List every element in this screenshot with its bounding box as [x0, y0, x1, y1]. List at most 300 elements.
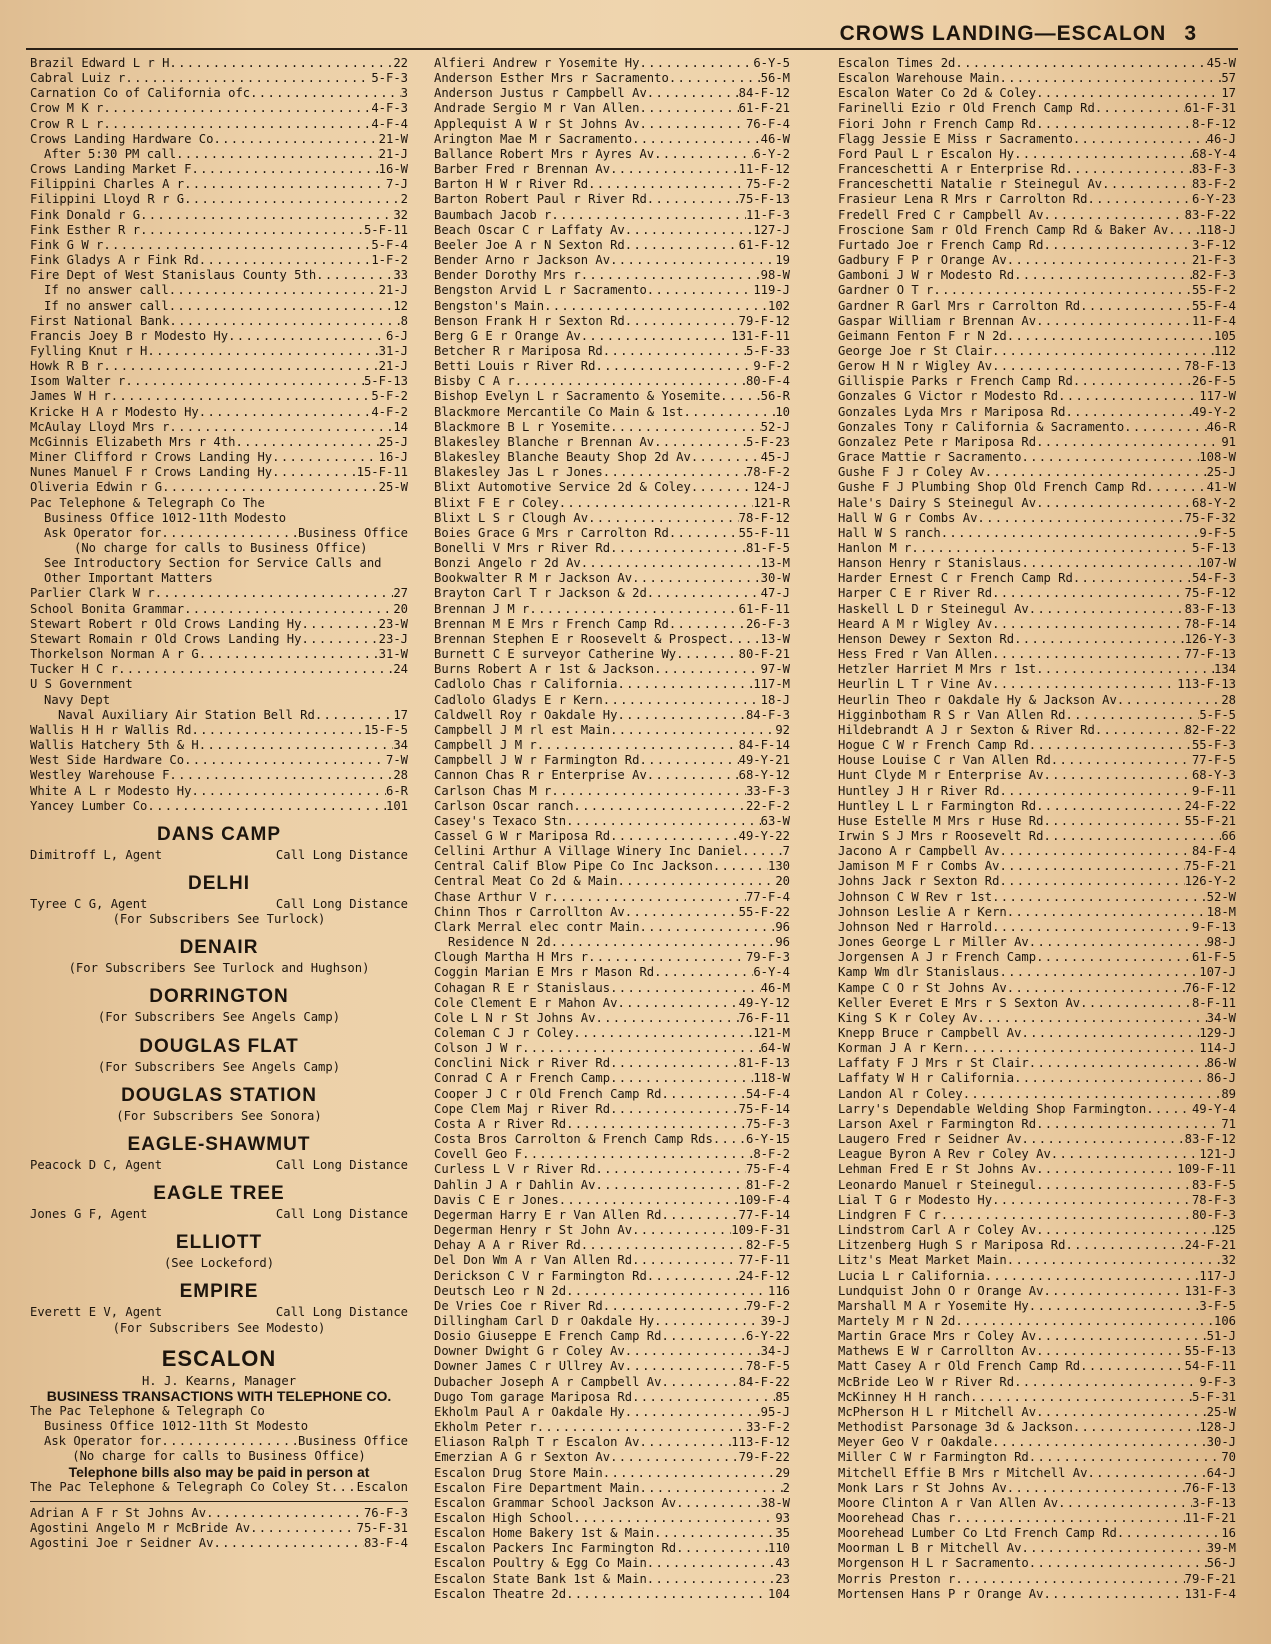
- town-agent: Jones G F, Agent: [30, 1207, 148, 1222]
- listing-number: 5-F-13: [363, 374, 408, 389]
- listing-number: 68-Y-2: [1191, 495, 1236, 510]
- listing-number: 64-J: [1206, 1465, 1236, 1480]
- listing-name: Huntley J H r River Rd: [838, 783, 1000, 798]
- listing-number: 5-F-3: [371, 71, 408, 86]
- listing-name: Cohagan R E r Stanislaus: [434, 980, 611, 995]
- listing-name: Blakesley Blanche r Brennan Av: [434, 434, 655, 449]
- listing-entry: [838, 632, 1236, 647]
- leader-dots: [1073, 132, 1207, 147]
- listing-name: Frasieur Lena R Mrs r Carrolton Rd: [838, 192, 1088, 207]
- listing-name: Carlson Oscar ranch: [434, 798, 574, 813]
- listing-number: 55-F-22: [738, 904, 790, 919]
- listing-name: Lundquist John O r Orange Av: [838, 1283, 1044, 1298]
- listing-name: Bookwalter R M r Jackson Av: [434, 571, 633, 586]
- listing-number: 112: [1213, 343, 1236, 358]
- listing-number: 41-W: [1206, 480, 1236, 495]
- listing-name: Betti Louis r River Rd: [434, 359, 596, 374]
- listing-number: 71: [1221, 1116, 1236, 1131]
- listing-number: 82-F-5: [745, 1238, 790, 1253]
- leader-dots: [676, 1541, 768, 1556]
- listing-entry: [838, 723, 1236, 738]
- leader-dots: [103, 101, 371, 116]
- listing-number: 49-Y-22: [738, 828, 790, 843]
- listing-number: 49-Y-21: [738, 753, 790, 768]
- town-heading: DOUGLAS FLAT: [139, 1035, 299, 1057]
- leader-dots: [933, 283, 1192, 298]
- listing-number: 104: [767, 1586, 790, 1601]
- listing-number: 83-F-12: [1184, 1132, 1236, 1147]
- listing-name: Tucker H C r: [30, 662, 119, 677]
- listing-entry: [30, 299, 408, 314]
- listing-number: 61-F-11: [738, 601, 790, 616]
- listing-number: 84-F-4: [1191, 844, 1236, 859]
- listing-entry: [434, 1405, 790, 1420]
- listing-number: 130: [767, 859, 790, 874]
- leader-dots: [1014, 1071, 1207, 1086]
- listing-number: 30-J: [1206, 1435, 1236, 1450]
- listing-entry: [838, 1359, 1236, 1374]
- leader-dots: [1014, 147, 1192, 162]
- leader-dots: [691, 480, 754, 495]
- leader-dots: [551, 208, 746, 223]
- listing-number: 98-J: [1206, 935, 1236, 950]
- listing-entry: [838, 56, 1236, 71]
- listing-number: 56-J: [1206, 1556, 1236, 1571]
- listing-entry: [30, 617, 408, 632]
- listing-entry: [434, 420, 790, 435]
- listing-name: Central Calif Blow Pipe Co Inc Jackson: [434, 859, 713, 874]
- listing-entry: [434, 1526, 790, 1541]
- listing-name: Fylling Knut r H: [30, 343, 148, 358]
- listing-number: 11-F-12: [738, 162, 790, 177]
- listing-entry: [838, 1572, 1236, 1587]
- leader-dots: [595, 359, 753, 374]
- listing-number: 97-W: [760, 662, 790, 677]
- listing-entry: [838, 511, 1236, 526]
- listing-entry: [434, 1132, 790, 1147]
- listing-entry: [434, 299, 790, 314]
- leader-dots: [955, 56, 1206, 71]
- leader-dots: [992, 586, 1185, 601]
- listing-number: 126-Y-2: [1184, 874, 1236, 889]
- naval-name: Naval Auxiliary Air Station Bell Rd: [58, 707, 315, 722]
- leader-dots: [639, 1481, 782, 1496]
- listing-number: 134: [1213, 662, 1236, 677]
- pac-ask: [30, 526, 408, 541]
- listing-name: Fire Dept of West Stanislaus County 5th: [30, 268, 317, 283]
- leader-dots: [999, 965, 1199, 980]
- listing-name: Mortensen Hans P r Orange Av: [838, 1586, 1044, 1601]
- leader-dots: [617, 996, 738, 1011]
- listing-number: 23: [775, 1571, 790, 1586]
- leader-dots: [610, 541, 746, 556]
- listing-name: Benson Frank H r Sexton Rd: [434, 313, 625, 328]
- leader-dots: [184, 753, 386, 768]
- listing-name: Hale's Dairy S Steinegul Av: [838, 495, 1037, 510]
- listing-name: King S K r Coley Av: [838, 1010, 978, 1025]
- listing-name: Brazil Edward L r H: [30, 56, 170, 70]
- listing-name: Ballance Robert Mrs r Ayres Av: [434, 146, 655, 161]
- listing-entry: [434, 435, 790, 450]
- listing-name: Keller Everet E Mrs r S Sexton Av: [838, 995, 1081, 1010]
- leader-dots: [1029, 935, 1207, 950]
- listing-number: 27: [393, 586, 408, 601]
- listing-entry: [434, 1344, 790, 1359]
- listing-number: 131-F-11: [731, 328, 790, 343]
- listing-name: Cadlolo Gladys E r Kern: [434, 692, 603, 707]
- listing-entry: [838, 147, 1236, 162]
- listing-name: Crow M K r: [30, 101, 104, 116]
- escalon-bills-place: [30, 1480, 408, 1495]
- listing-name: Campbell J M rl est Main: [434, 722, 611, 737]
- listing-number: 18-M: [1206, 904, 1236, 919]
- listing-number: 83-F-2: [1191, 177, 1236, 192]
- listing-entry: [838, 389, 1236, 404]
- leader-dots: [529, 602, 738, 617]
- listing-number: 33-F-3: [745, 783, 790, 798]
- listing-number: 52-J: [760, 419, 790, 434]
- listing-number: 13-M: [760, 556, 790, 571]
- listing-entry: [838, 996, 1236, 1011]
- leader-dots: [1124, 420, 1206, 435]
- leader-dots: [250, 86, 401, 101]
- listing-number: 106: [1213, 1313, 1236, 1328]
- listing-entry: [30, 753, 408, 768]
- leader-dots: [603, 693, 761, 708]
- listing-name: Fink G W r: [30, 237, 104, 252]
- listing-name: Henson Dewey r Sexton Rd: [838, 631, 1015, 646]
- listing-number: 19: [775, 253, 790, 268]
- listing-number: 24-F-22: [1184, 798, 1236, 813]
- listing-name: Dugo Tom garage Mariposa Rd: [434, 1389, 633, 1404]
- listing-entry: [838, 1071, 1236, 1086]
- leader-dots: [639, 753, 738, 768]
- listing-number: 49-Y-2: [1191, 404, 1236, 419]
- leader-dots: [1007, 905, 1207, 920]
- leader-dots: [161, 1434, 298, 1449]
- listing-name: Bonelli V Mrs r River Rd: [434, 541, 611, 555]
- listing-name: Cassel G W r Mariposa Rd: [434, 828, 611, 843]
- listing-number: 56-M: [760, 71, 790, 86]
- listing-entry: [838, 253, 1236, 268]
- listing-entry: [838, 480, 1236, 495]
- pac-ask-label: Ask Operator for: [44, 525, 162, 540]
- listing-name: Lindgren F C r: [838, 1207, 941, 1222]
- leader-dots: [1021, 1541, 1206, 1556]
- listing-entry: [434, 1026, 790, 1041]
- listing-name: Dahlin J A r Dahlin Av: [434, 1177, 596, 1192]
- column-3: [838, 56, 1236, 1602]
- listing-number: 2: [400, 192, 408, 207]
- leader-dots: [272, 450, 379, 465]
- listing-number: 47-J: [760, 586, 790, 601]
- listing-number: 5-F-4: [371, 237, 408, 252]
- listing-entry: [838, 1102, 1236, 1117]
- listing-name: Andrade Sergio M r Van Allen: [434, 101, 640, 116]
- listing-number: 117-J: [1199, 1268, 1236, 1283]
- listing-number: 23-J: [378, 631, 408, 646]
- listing-entry: [838, 223, 1236, 238]
- listing-number: 54-F-11: [1184, 1359, 1236, 1374]
- listing-number: 11-F-21: [1184, 1511, 1236, 1525]
- listing-number: 3-F-12: [1191, 237, 1236, 252]
- listing-name: Agostini Joe r Seidner Av: [30, 1536, 214, 1551]
- listing-entry: [30, 768, 408, 783]
- listing-number: 9-F-13: [1191, 919, 1236, 934]
- listing-number: 5-F-31: [1191, 1389, 1236, 1404]
- listing-entry: [434, 996, 790, 1011]
- leader-dots: [1007, 329, 1214, 344]
- leader-dots: [610, 1102, 739, 1117]
- leader-dots: [911, 541, 1192, 556]
- listing-number: 78-F-14: [1184, 616, 1236, 631]
- listing-number: 76-F-12: [1184, 980, 1236, 995]
- listing-name: Escalon Fire Department Main: [434, 1480, 640, 1495]
- town-heading: DANS CAMP: [156, 823, 282, 845]
- listing-name: McPherson H L r Mitchell Av: [838, 1404, 1037, 1419]
- listing-entry: [30, 799, 408, 814]
- leader-dots: [963, 1041, 1200, 1056]
- listing-number: 3-F-13: [1191, 1495, 1236, 1510]
- listing-entry: [838, 1299, 1236, 1314]
- leader-dots: [191, 784, 386, 799]
- listing-entry: [838, 1193, 1236, 1208]
- leader-dots: [992, 647, 1185, 662]
- leader-dots: [103, 117, 371, 132]
- listing-name: Huntley L L r Farmington Rd: [838, 798, 1037, 813]
- listing-number: 9-F-3: [1199, 1374, 1236, 1389]
- listing-entry: [434, 117, 790, 132]
- listing-entry: [30, 738, 408, 753]
- town-agent-line: [30, 1158, 408, 1173]
- leader-dots: [1095, 101, 1185, 116]
- listing-entry: [30, 1521, 408, 1536]
- listing-entry: [30, 480, 408, 495]
- listing-name: Dillingham Carl D r Oakdale Hy: [434, 1313, 655, 1328]
- listing-number: 83-F-5: [1191, 1177, 1236, 1192]
- listing-name: Gamboni J W r Modesto Rd: [838, 268, 1015, 283]
- listing-number: 24-F-21: [1184, 1238, 1236, 1253]
- listing-number: 16: [1221, 1526, 1236, 1541]
- leader-dots: [1036, 1405, 1207, 1420]
- listing-number: 75-F-21: [1184, 859, 1236, 874]
- listing-number: 121-R: [753, 495, 790, 510]
- listing-name: Johnson C W Rev r 1st: [838, 889, 993, 904]
- listing-entry: [30, 586, 408, 601]
- listing-number: 82-F-22: [1184, 722, 1236, 737]
- listing-number: 83-F-4: [363, 1536, 408, 1551]
- listing-entry: [838, 208, 1236, 223]
- listing-entry: [30, 662, 408, 677]
- listing-number: 76-F-4: [745, 116, 790, 131]
- listing-name: Kricke H A r Modesto Hy: [30, 404, 199, 419]
- listing-name: Johns Jack r Sexton Rd: [838, 874, 1000, 889]
- listing-name: Dehay A A r River Rd: [434, 1238, 581, 1253]
- leader-dots: [610, 1056, 739, 1071]
- listing-name: Morris Preston r: [838, 1571, 956, 1586]
- listing-entry: [434, 617, 790, 632]
- listing-name: League Byron A Rev r Coley Av: [838, 1147, 1051, 1162]
- listing-name: Casey's Texaco Stn: [434, 813, 567, 828]
- listing-number: 5-F-2: [371, 389, 408, 404]
- listing-number: 11-F-3: [745, 207, 790, 222]
- leader-dots: [169, 299, 394, 314]
- leader-dots: [199, 253, 372, 268]
- listing-name: Blackmore Mercantile Co Main & 1st: [434, 404, 684, 419]
- listing-entry: [434, 192, 790, 207]
- pac-title: Pac Telephone & Telegraph Co The: [30, 495, 265, 510]
- listing-entry: [434, 1223, 790, 1238]
- listing-number: 84-F-3: [745, 707, 790, 722]
- listing-entry: [434, 1556, 790, 1571]
- listing-entry: [30, 223, 408, 238]
- listing-number: 129-J: [1199, 1026, 1236, 1040]
- listing-entry: [838, 329, 1236, 344]
- leader-dots: [169, 314, 400, 329]
- page-number: 3: [1184, 22, 1197, 45]
- section-rule: [30, 1501, 408, 1502]
- leader-dots: [140, 223, 364, 238]
- listing-name: Campbell J M r: [434, 738, 537, 753]
- listing-name: Hall W G r Combs Av: [838, 510, 978, 525]
- listing-number: 92: [775, 722, 790, 737]
- leader-dots: [551, 784, 746, 799]
- listing-entry: [434, 1208, 790, 1223]
- leader-dots: [1065, 708, 1199, 723]
- leader-dots: [661, 1087, 746, 1102]
- leader-dots: [302, 617, 379, 632]
- listing-entry: [30, 647, 408, 662]
- listing-number: 24-F-12: [738, 1268, 790, 1283]
- listing-entry: [30, 1506, 408, 1521]
- listing-entry: [30, 405, 408, 420]
- listing-number: 77-F-5: [1191, 753, 1236, 768]
- listing-number: 38-W: [760, 1495, 790, 1510]
- leader-dots: [669, 71, 761, 86]
- leader-dots: [302, 632, 379, 647]
- listing-entry: [838, 132, 1236, 147]
- listing-name: Chinn Thos r Carrollton Av: [434, 904, 625, 919]
- listing-entry: [434, 1269, 790, 1284]
- listing-name: Wallis H H r Wallis Rd: [30, 722, 192, 737]
- listing-name: Residence N 2d: [448, 935, 551, 950]
- listing-entry: [30, 132, 408, 147]
- listing-name: Gaspar William r Brennan Av: [838, 313, 1037, 328]
- listing-name: Meyer Geo V r Oakdale: [838, 1435, 993, 1450]
- listing-entry: [838, 617, 1236, 632]
- leader-dots: [977, 511, 1184, 526]
- listing-number: 31-J: [378, 343, 408, 358]
- listing-name: Crows Landing Hardware Co: [30, 131, 214, 146]
- leader-dots: [1029, 1556, 1207, 1571]
- listing-name: Moorehead Lumber Co Ltd French Camp Rd: [838, 1526, 1117, 1541]
- listing-number: 52-W: [1206, 889, 1236, 904]
- listing-number: 131-F-3: [1184, 1283, 1236, 1298]
- listing-entry: [30, 374, 408, 389]
- listing-name: Escalon State Bank 1st & Main: [434, 1571, 647, 1586]
- listing-entry: [838, 1435, 1236, 1450]
- listing-number: 110: [767, 1541, 790, 1556]
- leader-dots: [1029, 1056, 1207, 1071]
- listing-entry: [30, 238, 408, 253]
- listing-name: Franceschetti Natalie r Steinegul Av: [838, 177, 1103, 192]
- listing-number: 20: [393, 601, 408, 616]
- listing-name: Kampe C O r St Johns Av: [838, 980, 1007, 995]
- listing-name: Escalon Home Bakery 1st & Main: [434, 1526, 655, 1541]
- listing-number: 55-F-3: [1191, 738, 1236, 753]
- leader-dots: [992, 890, 1207, 905]
- leader-dots: [977, 1011, 1206, 1026]
- listing-name: Degerman Henry r St John Av: [434, 1223, 633, 1238]
- leader-dots: [691, 450, 761, 465]
- listing-name: Covell Geo F: [434, 1147, 523, 1162]
- town-heading: ELLIOTT: [175, 1232, 263, 1254]
- listing-number: 114-J: [1199, 1041, 1236, 1056]
- listing-number: 5-F-11: [363, 222, 408, 237]
- listing-entry: [838, 890, 1236, 905]
- town-heading: EAGLE-SHAWMUT: [127, 1133, 311, 1155]
- listing-name: Cole Clement E r Mahon Av: [434, 995, 618, 1010]
- listing-entry: [838, 677, 1236, 692]
- listing-entry: [434, 526, 790, 541]
- town-agent: Everett E V, Agent: [30, 1305, 163, 1320]
- leader-dots: [125, 71, 371, 86]
- listing-name: Brennan J M r: [434, 601, 530, 616]
- listing-number: 131-F-4: [1184, 1586, 1236, 1601]
- listing-entry: [838, 799, 1236, 814]
- escalon-bills-value: Escalon: [356, 1479, 408, 1494]
- listing-number: 91: [1221, 434, 1236, 449]
- listing-name: Martin Grace Mrs r Coley Av: [838, 1329, 1037, 1344]
- listing-number: 81-F-13: [738, 1056, 790, 1071]
- listing-entry: [30, 162, 408, 177]
- listing-name: Gerow H N r Wigley Av: [838, 359, 993, 374]
- listing-entry: [838, 1147, 1236, 1162]
- business-title: BUSINESS TRANSACTIONS WITH TELEPHONE CO.: [46, 1387, 392, 1404]
- listing-entry: [838, 708, 1236, 723]
- listing-name: Bender Arno r Jackson Av: [434, 253, 611, 268]
- listing-entry: [838, 1269, 1236, 1284]
- leader-dots: [603, 465, 746, 480]
- listing-name: Hall W S ranch: [838, 525, 941, 540]
- listing-entry: [838, 784, 1236, 799]
- listing-name: Jamison M F r Combs Av: [838, 859, 1000, 874]
- listing-name: Filippini Charles A r: [30, 177, 185, 192]
- listing-number: 95-J: [760, 1404, 790, 1419]
- listing-number: 6-Y-23: [1191, 192, 1236, 207]
- leader-dots: [161, 526, 298, 541]
- listing-number: 20: [775, 874, 790, 889]
- listing-number: 113-F-12: [731, 1435, 790, 1450]
- leader-dots: [595, 1178, 746, 1193]
- listing-name: Costa Bros Carrolton & French Camp Rds: [434, 1132, 713, 1147]
- town-heading: DELHI: [188, 872, 250, 894]
- leader-dots: [573, 1511, 775, 1526]
- listing-name: Hess Fred r Van Allen: [838, 647, 993, 662]
- listing-number: 117-W: [1199, 389, 1236, 404]
- listing-entry: [838, 1178, 1236, 1193]
- listing-name: Hetzler Harriet M Mrs r 1st: [838, 662, 1037, 677]
- listing-name: McAulay Lloyd Mrs r: [30, 419, 170, 434]
- listing-entry: [30, 314, 408, 329]
- listing-name: Crows Landing Market F: [30, 162, 192, 177]
- listing-entry: [434, 723, 790, 738]
- leader-dots: [625, 1359, 746, 1374]
- listing-entry: [434, 132, 790, 147]
- listing-number: 33-F-2: [745, 1420, 790, 1435]
- listing-name: If no answer call: [44, 283, 169, 298]
- leader-dots: [1036, 662, 1214, 677]
